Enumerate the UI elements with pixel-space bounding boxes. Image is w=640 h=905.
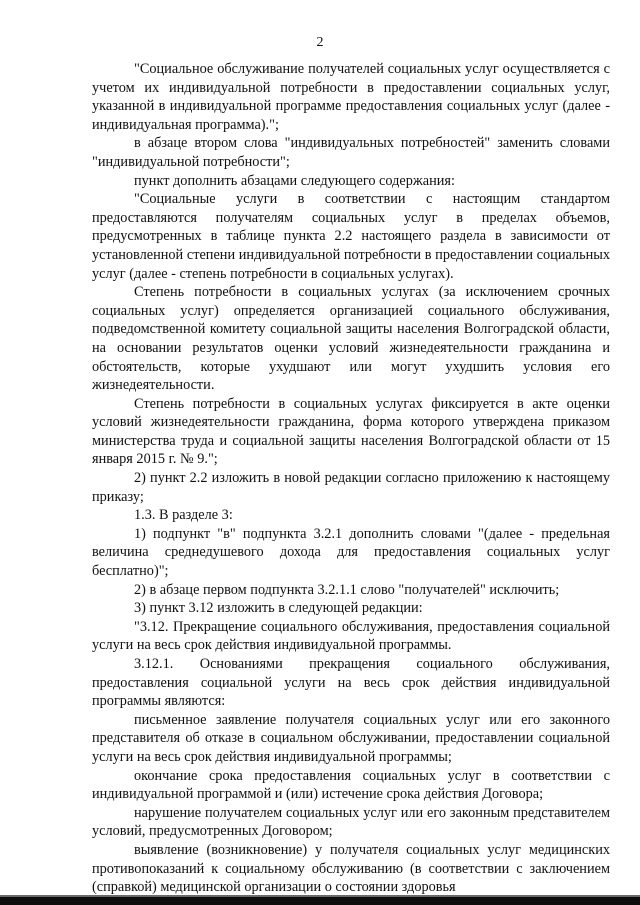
paragraph: пункт дополнить абзацами следующего содержания: bbox=[134, 172, 455, 189]
scan-edge-bar bbox=[0, 897, 640, 905]
paragraph: "Социальные услуги в соответствии с настоящим стандартом предоставляются получателям социальных услуг в пределах объемов, предусмотренных в таблице пункта 2.2 настоящего раздела в зависимости от установленной степени индивидуальной потребности в предоставлении социальных услуг (далее - степень потребности в социальных услугах). bbox=[92, 191, 610, 282]
document-body bbox=[92, 60, 610, 897]
paragraph: 2) пункт 2.2 изложить в новой редакции согласно приложению к настоящему приказу; bbox=[92, 470, 610, 505]
paragraph: в абзаце втором слова "индивидуальных потребностей" заменить словами "индивидуальной потребности"; bbox=[92, 135, 610, 170]
paragraph: "3.12. Прекращение социального обслуживания, предоставления социальной услуги на весь срок действия индивидуальной программы. bbox=[92, 618, 610, 654]
paragraph: 1) подпункт "в" подпункта 3.2.1 дополнить словами "(далее - предельная величина среднедушевого дохода для предоставления социальных услуг бесплатно)"; bbox=[92, 525, 610, 580]
paragraph: нарушение получателем социальных услуг или его законным представителем условий, предусмотренных Договором; bbox=[92, 804, 610, 840]
page-number: 2 bbox=[316, 35, 324, 50]
paragraph: 1.3. В разделе 3: bbox=[134, 507, 233, 524]
paragraph: 2) в абзаце первом подпункта 3.2.1.1 слово "получателей" исключить; bbox=[134, 581, 560, 598]
paragraph: 3) пункт 3.12 изложить в следующей редакции: bbox=[134, 600, 423, 617]
paragraph: Степень потребности в социальных услугах (за исключением срочных социальных услуг) определяется организацией социального обслуживания, подведомственной комитету социальной защиты населения Волгоградской области, на основании результатов оценки условий жизнедеятельности гражданина и обстоятельств, которые ухудшают или могут ухудшить условия его жизнедеятельности. bbox=[92, 284, 610, 394]
paragraph: Степень потребности в социальных услугах фиксируется в акте оценки условий жизнедеятельности гражданина, форма которого утверждена приказом министерства труда и социальной защиты населения Волгоградской области от 15 января 2015 г. № 9."; bbox=[92, 395, 610, 468]
paragraph: письменное заявление получателя социальных услуг или его законного представителя об отказе в социальном обслуживании, предоставлении социальной услуги на весь срок действия индивидуальной программы; bbox=[92, 711, 610, 765]
paragraph: "Социальное обслуживание получателей социальных услуг осуществляется с учетом их индивидуальной потребности в предоставлении социальных услуг, указанной в индивидуальной программе предоставления социальных услуг (далее - индивидуальная программа)."; bbox=[92, 61, 610, 133]
paragraph: 3.12.1. Основаниями прекращения социального обслуживания, предоставления социальной услуги на весь срок действия индивидуальной программы являются: bbox=[92, 656, 610, 710]
paragraph: выявление (возникновение) у получателя социальных услуг медицинских противопоказаний к социальному обслуживанию (в соответствии с заключением (справкой) медицинской организации о состоянии здоровья bbox=[92, 841, 610, 896]
paragraph: окончание срока предоставления социальных услуг в соответствии с индивидуальной программой и (или) истечение срока действия Договора; bbox=[92, 767, 610, 803]
